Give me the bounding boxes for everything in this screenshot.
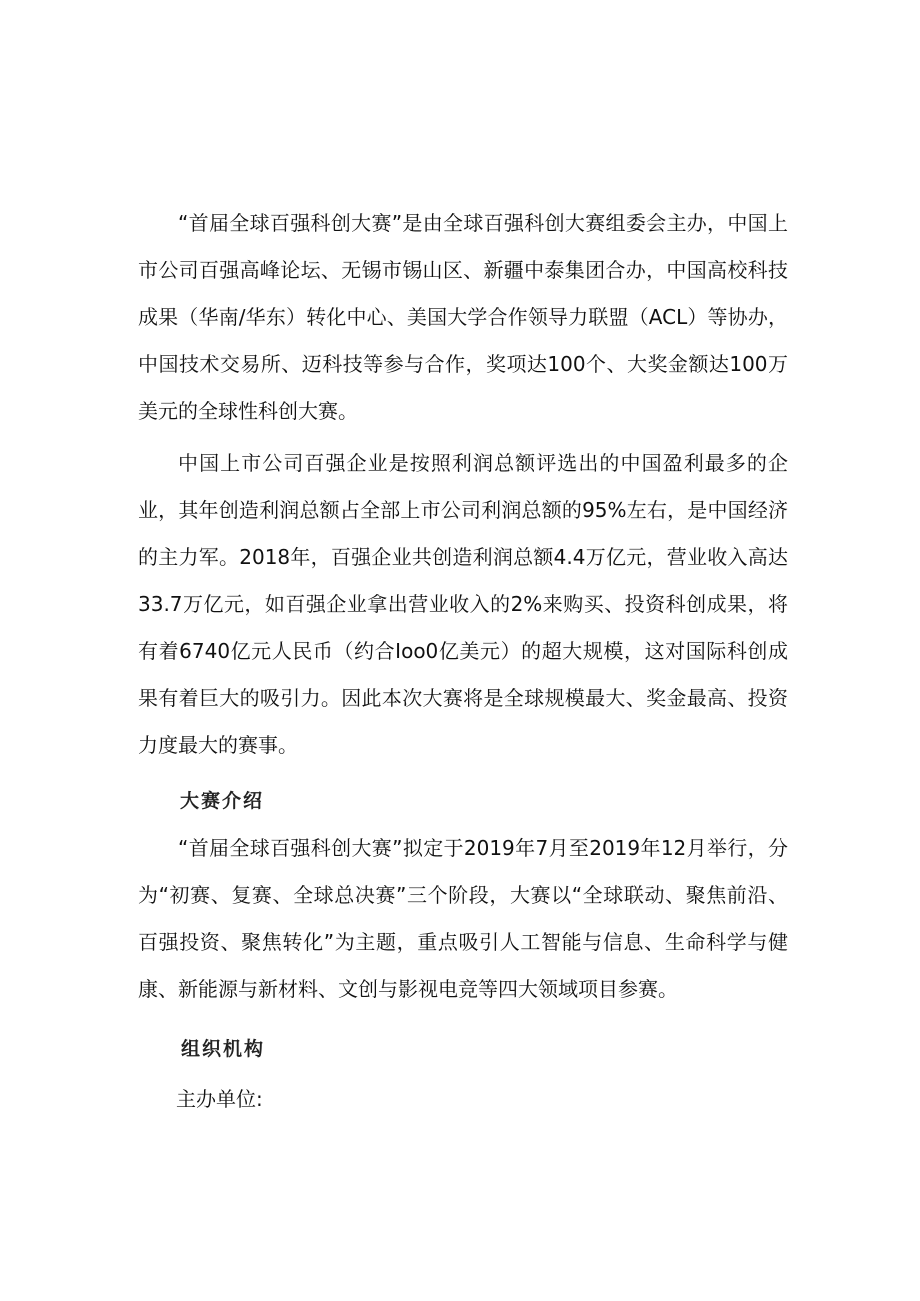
label-host-organizer: 主办单位: (176, 1087, 263, 1111)
paragraph-competition-schedule: “首届全球百强科创大赛”拟定于2019年7月至2019年12月举行，分为“初赛、复赛、全球总决赛”三个阶段，大赛以“全球联动、聚焦前沿、百强投资、聚焦转化”为主题，重点吸引人工智能与信息、生命科学与健康、新能源与新材料、文创与影视电竞等四大领域项目参赛。 (138, 836, 788, 1001)
heading-organization: 组织机构 (181, 1038, 266, 1060)
heading-competition-introduction: 大赛介绍 (180, 790, 265, 812)
paragraph-competition-intro: “首届全球百强科创大赛”是由全球百强科创大赛组委会主办，中国上市公司百强高峰论坛、无锡市锡山区、新疆中泰集团合办，中国高校科技成果（华南/华东）转化中心、美国大学合作领导力联盟（ACL）等协办，中国技术交易所、迈科技等参与合作，奖项达100个、大奖金额达100万美元的全球性科创大赛。 (138, 211, 788, 423)
paragraph-top100-companies: 中国上市公司百强企业是按照利润总额评选出的中国盈利最多的企业，其年创造利润总额占全部上市公司利润总额的95%左右，是中国经济的主力军。2018年，百强企业共创造利润总额4.4万亿元，营业收入高达33.7万亿元，如百强企业拿出营业收入的2%来购买、投资科创成果，将有着6740亿元人民币（约合Ioo0亿美元）的超大规模，这对国际科创成果有着巨大的吸引力。因此本次大赛将是全球规模最大、奖金最高、投资力度最大的赛事。 (138, 451, 788, 757)
